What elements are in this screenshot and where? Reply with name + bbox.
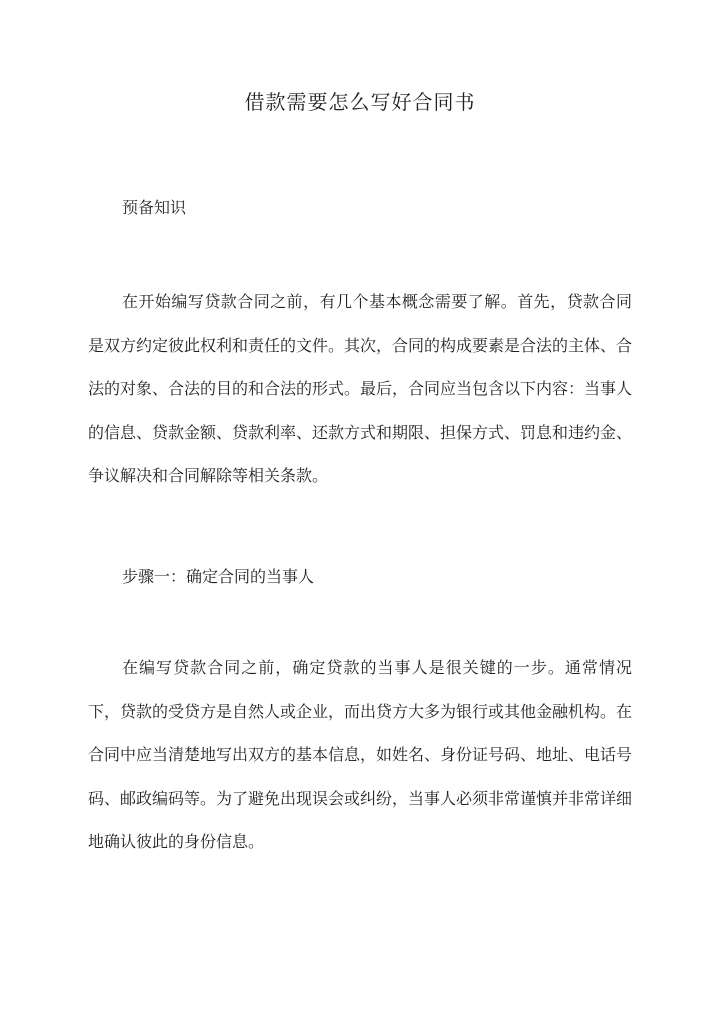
section-paragraph-prerequisites: 在开始编写贷款合同之前，有几个基本概念需要了解。首先，贷款合同是双方约定彼此权利和责任的文件。其次，合同的构成要素是合法的主体、合法的对象、合法的目的和合法的形式。最后，合同应当包含以下内容：当事人的信息、贷款金额、贷款利率、还款方式和期限、担保方式、罚息和违约金、争议解决和合同解除等相关条款。 <box>88 292 633 485</box>
section-paragraph-step-one: 在编写贷款合同之前，确定贷款的当事人是很关键的一步。通常情况下，贷款的受贷方是自然人或企业，而出贷方大多为银行或其他金融机构。在合同中应当清楚地写出双方的基本信息，如姓名、身份证号码、地址、电话号码、邮政编码等。为了避免出现误会或纠纷，当事人必须非常谨慎并非常详细地确认彼此的身份信息。 <box>88 658 633 851</box>
document-title: 借款需要怎么写好合同书 <box>244 90 476 114</box>
section-heading-step-one: 步骤一：确定合同的当事人 <box>122 567 315 586</box>
section-heading-prerequisites: 预备知识 <box>122 198 187 217</box>
